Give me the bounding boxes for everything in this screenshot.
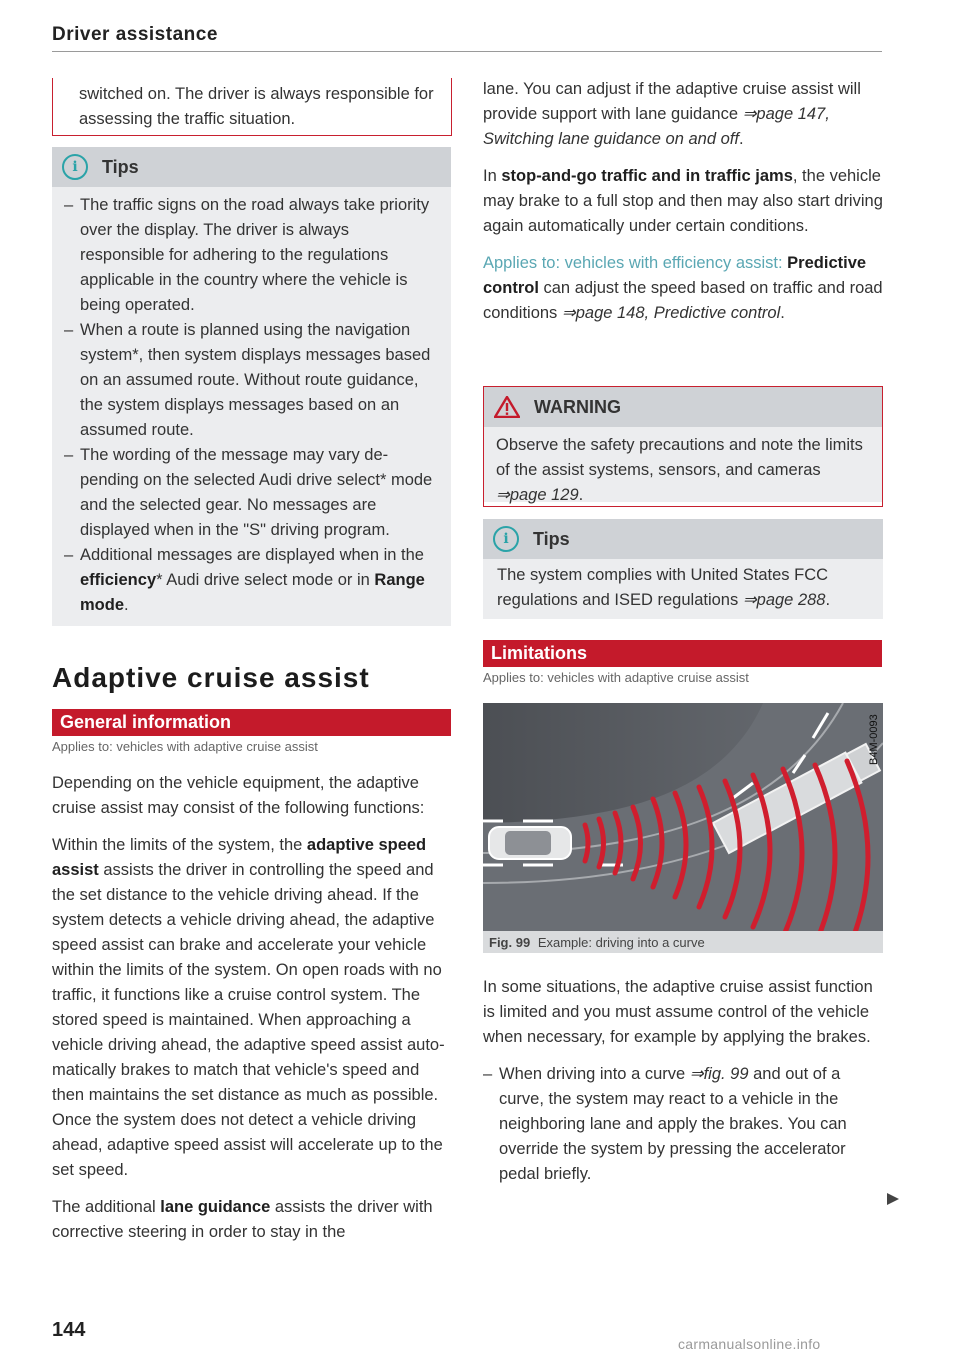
warning-box [483,386,883,507]
figure-box [483,703,883,953]
page-number: 144 [52,1319,86,1341]
limitations-applies: Applies to: vehicles with adaptive cruise assist [483,670,749,685]
general-p2-post: assists the driver in controlling the speed and the set distance to the vehicle driving ahead. If the system detects a vehicle driving ahead, the adaptive speed assist can brake and accelerate your vehicle within the limits of the system. On open roads with no traffic, it functions like a cruise control system. The stored speed is maintained. When approaching a vehicle driving ahead, the adaptive speed assist automatically brakes to match that vehicle's speed and then maintains the set distance as much as possible. Once the system does not detect a vehicle driving ahead, adaptive speed assist will accelerate up to the set speed. [52,861,445,1179]
tips-item: – The traffic signs on the road always take priority over the display. The driver is always responsible for adhering to the regulations applicable in the country where the vehicle is being operated. [64,193,437,318]
right-p3-end: . [780,304,785,322]
tips2-title: Tips [533,528,570,549]
limitations-title: Limitations [491,643,588,663]
warning-body-end: . [578,486,584,504]
warning-continuation-text: switched on. The driver is always responsible for assessing the traffic situation. [79,85,434,128]
limitations-item-post: and out of a curve, the system may react to a vehicle in the neighboring lane and apply the brakes. You can override the system by pressing the accelerator pedal briefly. [499,1065,847,1183]
figure-code: B4M-0093 [868,714,880,765]
tips-item4-end: . [124,596,129,614]
limitations-item [483,1062,883,1187]
tips-item [64,543,437,618]
tips-item4-text-2: * Audi drive select mode or in [156,571,375,589]
tips-box [52,147,451,626]
tips2-body [483,559,883,619]
right-p1-end: . [738,130,744,148]
tips2-body-text: The system complies with United States FCC regulations and ISED regulations [497,566,829,609]
general-info-bar [52,709,451,736]
right-p3 [483,251,883,326]
general-p2-bold: adaptive speed assist [52,836,427,879]
general-p3-bold: lane guidance [160,1198,271,1216]
footer-watermark: carmanualsonline.info [678,1336,821,1352]
limitations-p1: In some situations, the adaptive cruise assist function is limited and you must assume control of the vehicle when necessary, for example by applying the brakes. [483,978,873,1046]
right-p3-bold: Predictive control [483,254,867,297]
tips-item4-bold-2: Range mode [80,571,425,614]
limitations-bar [483,640,882,667]
right-p1-pre: lane. You can adjust if the adaptive cruise assist will provide support with lane guidance [483,80,861,123]
tips-item: – When a route is planned using the navigation system*, then system displays messages based on an assumed route. Without route guidance, the system displays messages based on an assumed route. [64,318,437,443]
tips-item: – The wording of the message may vary depending on the selected Audi drive select* mode and the selected gear. No messages are displayed when in the "S" driving program. [64,443,437,543]
continue-arrow-icon [886,1192,900,1206]
info-icon: i [62,154,88,180]
tips-list [64,193,437,618]
warning-ref-link[interactable]: ⇒page 129 [496,486,579,504]
section-title: Adaptive cruise assist [52,662,370,693]
warning-triangle-icon [494,396,520,418]
right-p2 [483,164,883,239]
right-p3-applies: Applies to: vehicles with efficiency assist: [483,254,788,272]
right-p3-post: can adjust the speed based on traffic and road conditions [483,279,883,322]
limitations-body [483,975,883,1187]
info-icon: i [493,526,519,552]
general-p2 [52,833,452,1183]
figure-caption-text: Example: driving into a curve [537,935,705,950]
general-p2-pre: Within the limits of the system, the [52,836,307,854]
warning-title: WARNING [534,396,621,417]
warning-body [484,427,882,502]
warning-header [484,387,882,427]
warning-continuation-box [52,78,452,136]
tips-item4-text: Additional messages are displayed when in the [80,546,424,564]
figure-caption [483,931,883,950]
tips2-header [483,519,883,559]
tips2-ref-link[interactable]: ⇒page 288 [742,591,826,609]
header-rule [52,51,882,52]
right-p1-ref-link[interactable]: ⇒page 147, Switching lane guidance on and off [483,105,830,148]
right-top-text [483,77,883,338]
tips2-body-end: . [825,591,831,609]
general-applies: Applies to: vehicles with adaptive cruise assist [52,739,318,754]
fig-ref-link[interactable]: ⇒fig. 99 [689,1065,749,1083]
right-p3-ref-link[interactable]: ⇒page 148, Predictive control [561,304,781,322]
tips2-box [483,519,883,619]
page-header-title: Driver assistance [52,24,218,45]
general-p1: Depending on the vehicle equipment, the adaptive cruise assist may consist of the following functions: [52,774,425,817]
right-p2-bold: stop-and-go traffic and in traffic jams [501,167,793,185]
right-p2-post: , the vehicle may brake to a full stop and then may also start driving again automatically under certain conditions. [483,167,883,235]
tips-header [52,147,451,187]
general-p3-post: assists the driver with corrective steering in order to stay in the [52,1198,433,1241]
right-p2-pre: In [483,167,502,185]
general-info-title: General information [60,712,232,732]
tips-title: Tips [102,156,139,177]
right-p1 [483,77,883,152]
limitations-item-pre: When driving into a curve [499,1065,690,1083]
tips-body [52,187,451,626]
limitations-list [483,1062,883,1187]
figure-label: Fig. 99 [489,935,531,950]
general-body [52,771,452,1257]
tips-item4-bold-1: efficiency [80,571,157,589]
curve-illustration [483,703,883,931]
general-p3-pre: The additional [52,1198,161,1216]
general-p3 [52,1195,452,1245]
warning-body-text: Observe the safety precautions and note the limits of the assist systems, sensors, and cameras [496,436,863,479]
